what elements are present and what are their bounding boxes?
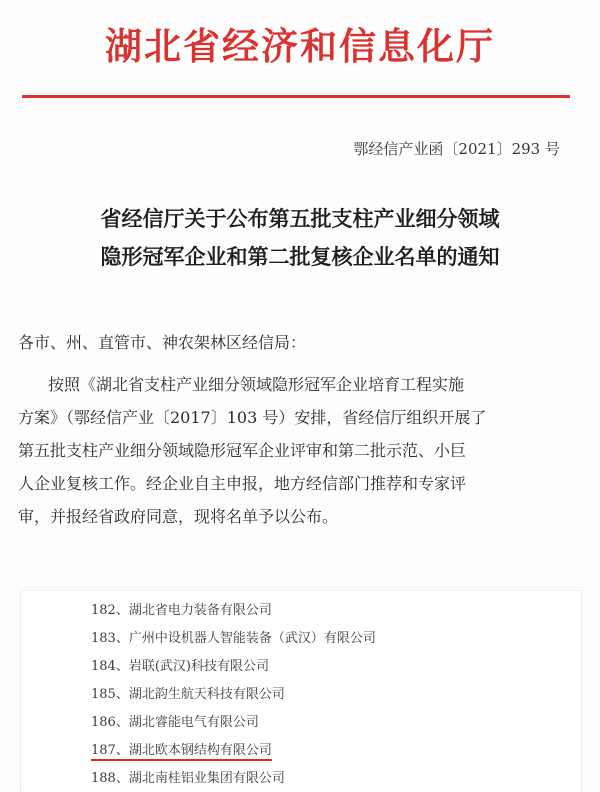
document-title-line: 省经信厅关于公布第五批支柱产业细分领域 <box>100 207 500 231</box>
company-list-panel <box>20 590 582 792</box>
body-line: 方案》（鄂经信产业〔2017〕103 号）安排，省经信厅组织开展了 <box>18 408 487 427</box>
body-paragraph <box>18 368 578 533</box>
list-item: 184、岩联(武汉)科技有限公司 <box>91 659 269 674</box>
issuing-authority-title: 湖北省经济和信息化厅 <box>105 24 495 68</box>
body-line: 审，并报经省政府同意，现将名单予以公布。 <box>18 507 339 526</box>
document-number: 鄂经信产业函〔2021〕293 号 <box>353 140 560 158</box>
list-item: 183、广州中设机器人智能装备（武汉）有限公司 <box>91 631 376 646</box>
body-line: 第五批支柱产业细分领域隐形冠军企业评审和第二批示范、小巨 <box>18 441 467 460</box>
header-red-rule <box>22 95 570 98</box>
list-item: 188、湖北南桂铝业集团有限公司 <box>91 771 285 786</box>
list-item: 185、湖北韵生航天科技有限公司 <box>91 687 285 702</box>
company-list <box>91 597 376 792</box>
list-item: 186、湖北睿能电气有限公司 <box>91 715 259 730</box>
document-title <box>0 200 600 276</box>
document-title-line: 隐形冠军企业和第二批复核企业名单的通知 <box>100 245 500 269</box>
list-item-highlighted: 187、湖北欧本钢结构有限公司 <box>91 737 376 765</box>
body-line: 人企业复核工作。经企业自主申报，地方经信部门推荐和专家评 <box>18 474 467 493</box>
addressee-line: 各市、州、直管市、神农架林区经信局： <box>18 333 307 352</box>
body-line: 按照《湖北省支柱产业细分领域隐形冠军企业培育工程实施 <box>48 375 465 394</box>
list-item: 182、湖北省电力装备有限公司 <box>91 603 272 618</box>
